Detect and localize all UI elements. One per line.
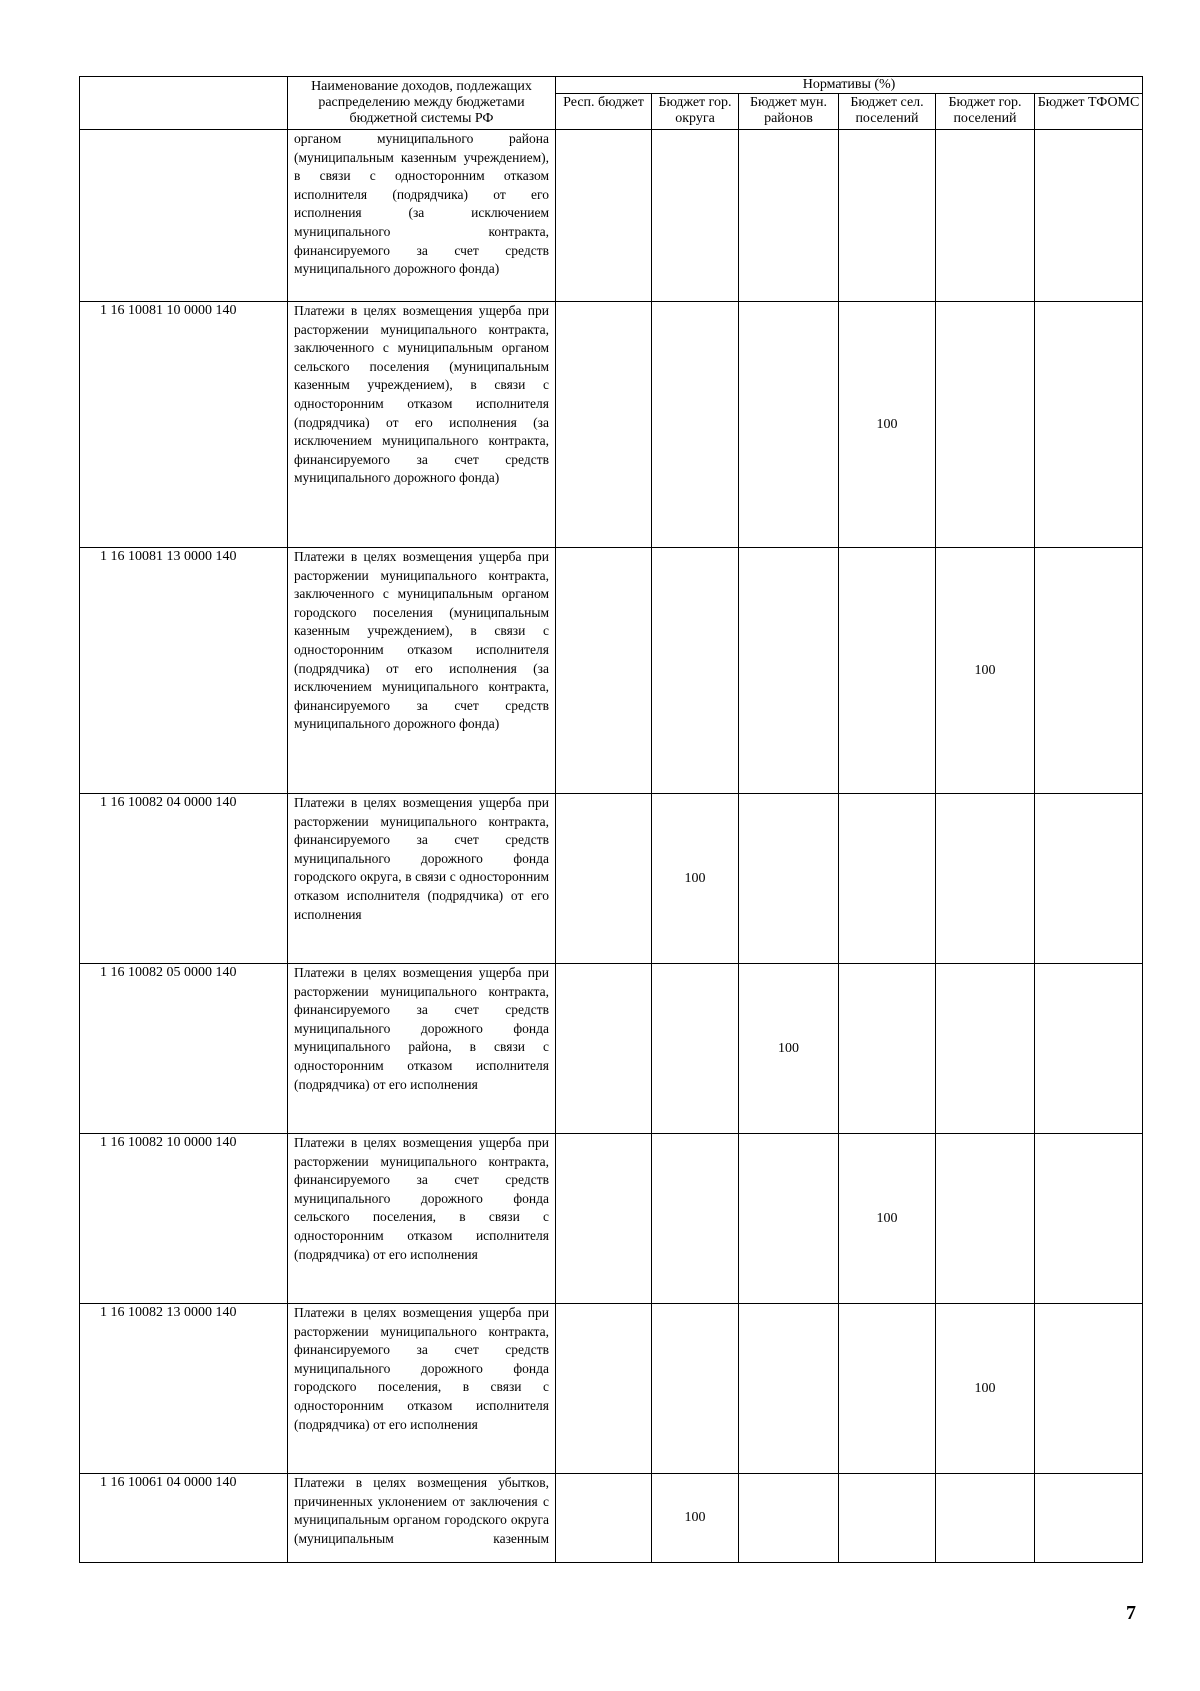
row-code: 1 16 10081 13 0000 140 [80, 548, 288, 794]
row-value-tfoms [1035, 964, 1143, 1134]
row-value-tfoms [1035, 302, 1143, 548]
row-value-sel-pos [839, 1304, 936, 1474]
header-col-mun-rayon: Бюджет мун. районов [739, 94, 839, 130]
row-value-resp [556, 130, 652, 302]
row-value-gor-pos [936, 1134, 1035, 1304]
header-name-cell: Наименование доходов, подлежащих распределению между бюджетами бюджетной системы РФ [288, 77, 556, 130]
row-value-gor-okrug [652, 302, 739, 548]
table-row [80, 548, 1143, 794]
row-value-tfoms [1035, 548, 1143, 794]
row-value-mun-rayon [739, 302, 839, 548]
header-col-gor-okrug: Бюджет гор. округа [652, 94, 739, 130]
row-value-tfoms [1035, 1474, 1143, 1563]
row-name: Платежи в целях возмещения ущерба при расторжении муниципального контракта, финансируемого за счет средств муниципального дорожного фонда городского поселения, в связи с односторонним отказом исполнителя (подрядчика) от его исполнения [288, 1304, 556, 1474]
table-body [80, 130, 1143, 1563]
table-row [80, 794, 1143, 964]
row-value-gor-okrug [652, 1134, 739, 1304]
row-value-gor-okrug [652, 548, 739, 794]
row-name: органом муниципального района (муниципальным казенным учреждением), в связи с односторонним отказом исполнителя (подрядчика) от его исполнения (за исключением муниципального контракта, финансируемого за счет средств муниципального дорожного фонда) [288, 130, 556, 302]
row-value-mun-rayon [739, 548, 839, 794]
header-col-resp: Респ. бюджет [556, 94, 652, 130]
row-value-mun-rayon [739, 130, 839, 302]
table-row [80, 1134, 1143, 1304]
table-row [80, 1304, 1143, 1474]
row-value-sel-pos [839, 964, 936, 1134]
row-value-resp [556, 302, 652, 548]
row-value-gor-pos [936, 964, 1035, 1134]
row-code: 1 16 10082 13 0000 140 [80, 1304, 288, 1474]
row-value-resp [556, 794, 652, 964]
row-value-resp [556, 1474, 652, 1563]
header-col-gor-pos: Бюджет гор. поселений [936, 94, 1035, 130]
row-value-resp [556, 964, 652, 1134]
row-value-tfoms [1035, 130, 1143, 302]
row-name: Платежи в целях возмещения ущерба при расторжении муниципального контракта, заключенного с муниципальным органом сельского поселения (муниципальным казенным учреждением), в связи с односторонним отказом исполнителя (подрядчика) от его исполнения (за исключением муниципального контракта, финансируемого за счет средств муниципального дорожного фонда) [288, 302, 556, 548]
row-code: 1 16 10082 04 0000 140 [80, 794, 288, 964]
header-code-cell [80, 77, 288, 130]
row-value-gor-pos [936, 130, 1035, 302]
row-name: Платежи в целях возмещения убытков, причиненных уклонением от заключения с муниципальным органом городского округа (муниципальным казенным [288, 1474, 556, 1563]
row-code: 1 16 10082 10 0000 140 [80, 1134, 288, 1304]
row-value-sel-pos [839, 794, 936, 964]
row-value-mun-rayon [739, 1304, 839, 1474]
row-value-resp [556, 1134, 652, 1304]
row-code: 1 16 10061 04 0000 140 [80, 1474, 288, 1563]
row-code [80, 130, 288, 302]
row-name: Платежи в целях возмещения ущерба при расторжении муниципального контракта, финансируемого за счет средств муниципального дорожного фонда городского округа, в связи с односторонним отказом исполнителя (подрядчика) от его исполнения [288, 794, 556, 964]
row-name: Платежи в целях возмещения ущерба при расторжении муниципального контракта, финансируемого за счет средств муниципального дорожного фонда муниципального района, в связи с односторонним отказом исполнителя (подрядчика) от его исполнения [288, 964, 556, 1134]
row-value-gor-pos [936, 302, 1035, 548]
row-value-gor-okrug [652, 130, 739, 302]
row-value-gor-okrug [652, 964, 739, 1134]
row-value-sel-pos [839, 1474, 936, 1563]
row-value-gor-pos [936, 794, 1035, 964]
row-code: 1 16 10082 05 0000 140 [80, 964, 288, 1134]
row-value-mun-rayon: 100 [739, 964, 839, 1134]
row-value-tfoms [1035, 1134, 1143, 1304]
row-value-sel-pos [839, 548, 936, 794]
header-col-tfoms: Бюджет ТФОМС [1035, 94, 1143, 130]
row-value-mun-rayon [739, 794, 839, 964]
normatives-table [79, 76, 1143, 1563]
page-number: 7 [1126, 1602, 1136, 1624]
row-value-sel-pos: 100 [839, 302, 936, 548]
header-normatives-group: Нормативы (%) [556, 77, 1143, 94]
row-name: Платежи в целях возмещения ущерба при расторжении муниципального контракта, финансируемого за счет средств муниципального дорожного фонда сельского поселения, в связи с односторонним отказом исполнителя (подрядчика) от его исполнения [288, 1134, 556, 1304]
table-row [80, 1474, 1143, 1563]
row-value-gor-pos: 100 [936, 1304, 1035, 1474]
row-value-tfoms [1035, 794, 1143, 964]
row-value-gor-okrug: 100 [652, 794, 739, 964]
row-value-sel-pos [839, 130, 936, 302]
row-value-mun-rayon [739, 1134, 839, 1304]
row-value-sel-pos: 100 [839, 1134, 936, 1304]
row-value-gor-pos [936, 1474, 1035, 1563]
row-value-gor-okrug: 100 [652, 1474, 739, 1563]
row-value-resp [556, 1304, 652, 1474]
row-value-gor-okrug [652, 1304, 739, 1474]
row-code: 1 16 10081 10 0000 140 [80, 302, 288, 548]
header-col-sel-pos: Бюджет сел. поселений [839, 94, 936, 130]
table-header [80, 77, 1143, 130]
table-row [80, 302, 1143, 548]
table-row [80, 964, 1143, 1134]
row-value-tfoms [1035, 1304, 1143, 1474]
row-value-gor-pos: 100 [936, 548, 1035, 794]
table-row [80, 130, 1143, 302]
row-value-resp [556, 548, 652, 794]
row-name: Платежи в целях возмещения ущерба при расторжении муниципального контракта, заключенного с муниципальным органом городского поселения (муниципальным казенным учреждением), в связи с односторонним отказом исполнителя (подрядчика) от его исполнения (за исключением муниципального контракта, финансируемого за счет средств муниципального дорожного фонда) [288, 548, 556, 794]
row-value-mun-rayon [739, 1474, 839, 1563]
